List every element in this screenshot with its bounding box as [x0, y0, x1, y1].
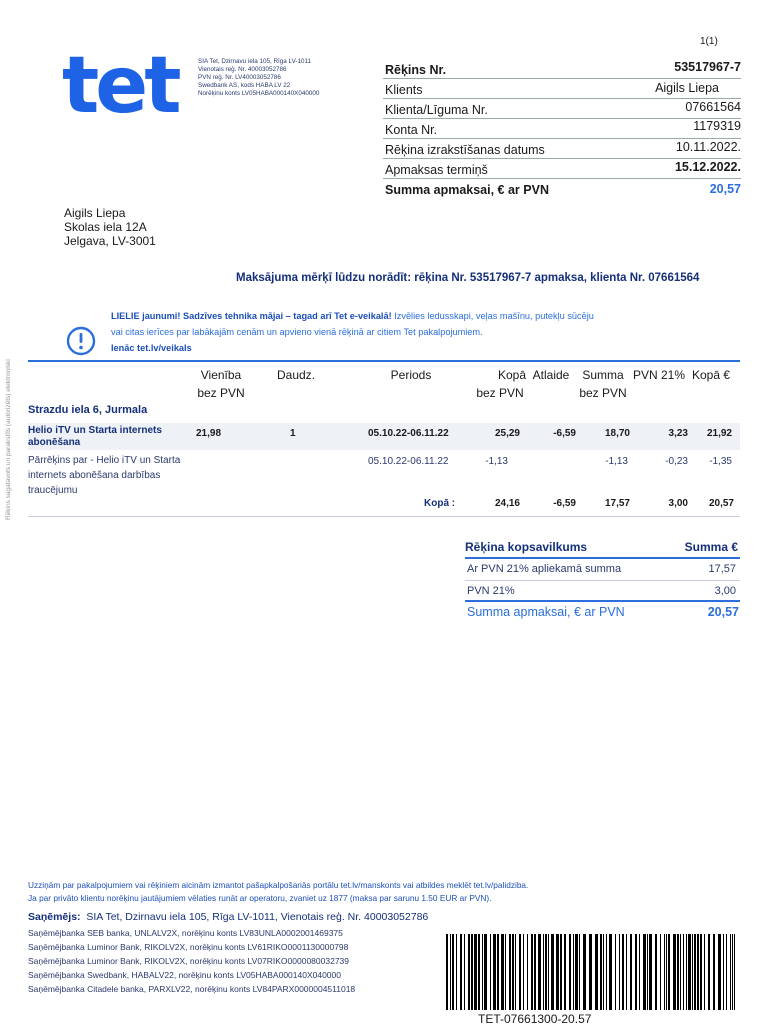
barcode-bar	[446, 934, 448, 1010]
client-label: Klients	[385, 83, 423, 97]
issue-date-row	[383, 139, 741, 159]
row1-description: Helio iTV un Starta internets abonēšana	[28, 425, 162, 448]
barcode-bar	[619, 934, 620, 1010]
totals-discount: -6,59	[553, 498, 576, 509]
barcode-bar	[456, 934, 457, 1010]
barcode-bar	[452, 934, 454, 1010]
contract-label: Klienta/Līguma Nr.	[385, 103, 488, 117]
row2-total: -1,35	[709, 456, 732, 467]
col-header-total-excl: Kopā bez PVN	[476, 368, 527, 400]
invoice-number-label: Rēķins Nr.	[385, 63, 447, 77]
col-header-sum-excl: Summa bez PVN	[579, 368, 627, 400]
issue-date-value: 10.11.2022.	[675, 140, 741, 154]
barcode-bar	[509, 934, 511, 1010]
barcode-bar	[569, 934, 571, 1010]
summary-total: Summa apmaksai, € ar PVN 20,57	[467, 605, 739, 619]
barcode-bar	[683, 934, 684, 1010]
col-header-period: Periods	[390, 368, 432, 382]
company-details	[198, 58, 319, 98]
barcode-bar	[643, 934, 646, 1010]
company-line: Swedbank AS, kods HABA LV 22	[198, 81, 291, 89]
barcode-bar	[523, 934, 524, 1010]
company-line: PVN reģ. Nr. LV40003052786	[198, 73, 281, 81]
barcode-bar	[583, 934, 586, 1010]
due-date-label: Apmaksas termiņš	[385, 163, 488, 177]
barcode-bar	[609, 934, 612, 1010]
barcode-bar	[730, 934, 731, 1010]
barcode-bar	[600, 934, 602, 1010]
recipient-label: Saņēmējs:	[28, 911, 81, 923]
e-signature-note: Rēķins sagatavots un parakstīts (autorizēts) elektroniski	[5, 359, 12, 520]
summary-header	[465, 540, 740, 554]
summary-title: Rēķina kopsavilkums	[465, 540, 588, 554]
row1-total: 21,92	[706, 428, 732, 439]
barcode-bar	[450, 934, 451, 1010]
promo-link[interactable]: Ienāc tet.lv/veikals	[111, 343, 192, 353]
col-header-unit: Vienība bez PVN	[197, 368, 245, 400]
barcode-bar	[505, 934, 506, 1010]
barcode-bar	[704, 934, 705, 1010]
barcode-bar	[471, 934, 473, 1010]
page-number: 1(1)	[700, 36, 718, 47]
amount-due-label: Summa apmaksai, € ar PVN	[385, 183, 549, 197]
barcode-bar	[575, 934, 578, 1010]
amount-due-value: 20,57	[709, 182, 741, 196]
barcode-bar	[680, 934, 681, 1010]
totals-total: 20,57	[708, 498, 734, 509]
row1-unit: 21,98	[196, 428, 222, 439]
barcode-bar	[543, 934, 544, 1010]
col-header-qty: Daudz.	[276, 368, 316, 382]
barcode-bar	[686, 934, 687, 1010]
totals-total-excl: 24,16	[494, 498, 520, 509]
barcode-bar	[560, 934, 562, 1010]
promo-headline: LIELIE jaunumi! Sadzīves tehnika mājai – tagad arī Tet e-veikalā!	[111, 311, 392, 321]
bank-line: Saņēmējbanka Swedbank, HABALV22, norēķinu konts LV05HABA000140X040000	[28, 970, 341, 980]
barcode-bar	[468, 934, 470, 1010]
client-address	[64, 206, 156, 248]
barcode-bar	[708, 934, 710, 1010]
barcode-bar	[677, 934, 679, 1010]
row2-vat: -0,23	[665, 456, 688, 467]
promo-text-1: Izvēlies ledusskapi, veļas mašīnu, putekļu sūcēju	[391, 311, 594, 321]
barcode-bar	[531, 934, 533, 1010]
info-icon	[66, 326, 96, 356]
due-date-value: 15.12.2022.	[674, 160, 741, 174]
barcode-bar	[700, 934, 702, 1010]
barcode-bar	[660, 934, 661, 1010]
bank-line: Saņēmējbanka Luminor Bank, RIKOLV2X, norēķinu konts LV61RIKO0001130000798	[28, 942, 349, 952]
barcode-bar	[545, 934, 547, 1010]
tet-logo	[62, 52, 192, 122]
barcode-bar	[615, 934, 616, 1010]
address-line: Jelgava, LV-3001	[64, 234, 156, 248]
company-line: SIA Tet, Dzirnavu iela 105, Rīga LV-1011	[198, 58, 312, 65]
barcode-bar	[718, 934, 721, 1010]
col-header-total-eur: Kopā €	[691, 368, 731, 382]
promo-text-2: vai citas ierīces par labākajām cenām un apvieno vienā rēķinā ar citiem Tet pakalpojumiem.	[111, 327, 483, 337]
barcode-bar	[635, 934, 637, 1010]
barcode-bar	[726, 934, 727, 1010]
account-label: Konta Nr.	[385, 123, 438, 137]
bank-line: Saņēmējbanka Luminor Bank, RIKOLV2X, norēķinu konts LV07RIKO0000080032739	[28, 956, 350, 966]
barcode-bar	[630, 934, 632, 1010]
barcode-bar	[603, 934, 604, 1010]
footer-phone-line: Ja par privāto klientu norēķinu jautājumiem vēlaties runāt ar operatoru, zvaniet uz 1877 (maksa par sarunu 1.50 EUR ar PVN).	[28, 893, 492, 903]
due-date-row	[383, 159, 741, 179]
row2-total-excl: -1,13	[485, 456, 508, 467]
address-line: Aigils Liepa	[64, 206, 126, 220]
row2-sum-excl: -1,13	[605, 456, 628, 467]
summary-title-right: Summa €	[684, 540, 738, 554]
barcode-bar	[655, 934, 657, 1010]
barcode-bar	[474, 934, 477, 1010]
client-row	[383, 79, 741, 99]
logo-text: tet	[62, 52, 178, 122]
barcode-bar	[548, 934, 549, 1010]
barcode-bar	[490, 934, 491, 1010]
totals-label: Kopā :	[424, 498, 456, 509]
bank-line: Saņēmējbanka SEB banka, UNLALV2X, norēķinu konts LV83UNLA0002001469375	[28, 928, 343, 938]
barcode-bar	[668, 934, 670, 1010]
totals-vat: 3,00	[668, 498, 688, 509]
barcode-bar	[713, 934, 715, 1010]
row1-vat: 3,23	[668, 428, 688, 439]
barcode-bar	[732, 934, 733, 1010]
barcode-bar	[538, 934, 541, 1010]
summary-rule	[465, 557, 740, 559]
barcode-bar	[649, 934, 652, 1010]
barcode-bar	[666, 934, 667, 1010]
col-header-discount: Atlaide	[532, 368, 570, 382]
barcode-bar	[688, 934, 691, 1010]
barcode-bar	[464, 934, 465, 1010]
row1-sum-excl: 18,70	[604, 428, 630, 439]
table-top-rule	[28, 360, 740, 362]
barcode-bar	[564, 934, 566, 1010]
client-value: Aigils Liepa	[655, 81, 719, 95]
barcode-bar	[460, 934, 462, 1010]
barcode-bar	[664, 934, 665, 1010]
row2-description: Pārrēķins par - Helio iTV un Starta internets abonēšana darbības traucējumu	[28, 455, 181, 496]
service-location: Strazdu iela 6, Jurmala	[28, 404, 148, 416]
barcode-bar	[639, 934, 640, 1010]
company-line: Vienotais reģ. Nr. 40003052786	[198, 65, 287, 73]
promo-block	[111, 308, 651, 356]
summary-sep	[465, 580, 740, 581]
company-line: Norēķinu konts LV05HABA000140X040000	[198, 89, 320, 97]
barcode-bar	[606, 934, 607, 1010]
barcode-bar	[626, 934, 627, 1010]
payment-purpose-note: Maksājuma mērķī lūdzu norādīt: rēķina Nr. 53517967-7 apmaksa, klienta Nr. 07661564	[236, 272, 700, 284]
recipient	[28, 911, 428, 923]
barcode-bar	[622, 934, 624, 1010]
barcode-bar	[734, 934, 735, 1010]
bank-line: Saņēmējbanka Citadele banka, PARXLV22, norēķinu konts LV84PARX0000004511018	[28, 984, 356, 994]
barcode-bar	[589, 934, 592, 1010]
totals-sum-excl: 17,57	[604, 498, 630, 509]
recipient-value: SIA Tet, Dzirnavu iela 105, Rīga LV-1011, Vienotais reģ. Nr. 40003052786	[86, 911, 429, 923]
barcode-bar	[519, 934, 521, 1010]
invoice-number-row	[383, 59, 741, 79]
barcode-bar	[478, 934, 480, 1010]
barcode-bar	[512, 934, 514, 1010]
barcode-bar	[573, 934, 574, 1010]
row1-qty: 1	[290, 428, 296, 439]
barcode-bar	[551, 934, 554, 1010]
barcode-bar	[673, 934, 676, 1010]
barcode-bar	[493, 934, 496, 1010]
account-value: 1179319	[693, 119, 741, 133]
summary-rule-2	[465, 600, 740, 602]
summary-line-taxable: Ar PVN 21% apliekamā summa 17,57	[467, 563, 736, 575]
barcode-bar	[579, 934, 580, 1010]
barcode-bar	[723, 934, 724, 1010]
footer-help-line: Uzziņām par pakalpojumiem vai rēķiniem aicinām izmantot pašapkalpošanās portālu tet.lv/manskonts vai atbildes meklēt tet.lv/palidziba.	[28, 880, 529, 890]
col-header-vat: PVN 21%	[632, 368, 686, 382]
issue-date-label: Rēķina izrakstīšanas datums	[385, 143, 545, 157]
barcode-text: TET-07661300-20.57	[478, 1012, 592, 1026]
row1-period: 05.10.22-06.11.22	[368, 428, 449, 439]
account-row	[383, 119, 741, 139]
contract-value: 07661564	[685, 100, 741, 114]
barcode-bar	[694, 934, 696, 1010]
barcode-bar	[534, 934, 536, 1010]
barcode-bar	[482, 934, 483, 1010]
barcode-bar	[692, 934, 693, 1010]
barcode-bar	[501, 934, 504, 1010]
summary-line-vat: PVN 21% 3,00	[467, 585, 736, 597]
row1-discount: -6,59	[553, 428, 576, 439]
barcode-bar	[697, 934, 699, 1010]
barcode-bar	[497, 934, 499, 1010]
invoice-number-value: 53517967-7	[674, 60, 741, 74]
row2-period: 05.10.22-06.11.22	[368, 456, 449, 467]
amount-due-row	[383, 179, 741, 198]
barcode-bar	[556, 934, 559, 1010]
table-bottom-rule	[28, 516, 740, 517]
barcode-bar	[484, 934, 487, 1010]
row1-total-excl: 25,29	[494, 428, 520, 439]
barcode-bar	[595, 934, 598, 1010]
contract-row	[383, 99, 741, 119]
barcode-bar	[647, 934, 648, 1010]
barcode-bar	[515, 934, 516, 1010]
barcode	[444, 934, 740, 1010]
address-line: Skolas iela 12A	[64, 220, 147, 234]
barcode-bar	[527, 934, 528, 1010]
